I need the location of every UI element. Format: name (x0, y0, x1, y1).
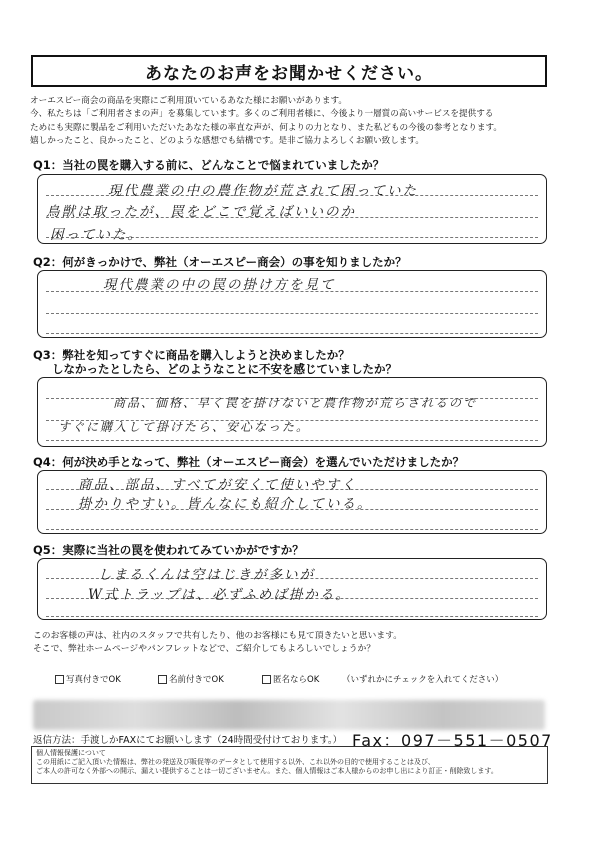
answer-box-2[interactable] (37, 270, 547, 338)
checkbox[interactable] (262, 675, 271, 684)
checkbox[interactable] (158, 675, 167, 684)
answer-1-line-1: 現代農業の中の農作物が荒されて困っていた (108, 183, 418, 199)
answer-2-line-1: 現代農業の中の罠の掛け方を見て (103, 277, 336, 293)
closing-line: そこで、弊社ホームページやパンフレットなどで、ご紹介してもよろしいでしょうか？ (33, 644, 376, 655)
consent-photo-label: 写真付きでOK (66, 675, 121, 685)
answer-3-line-2: すぐに購入して掛けたら、安心なった。 (58, 420, 311, 434)
intro-line: ためにも実際に製品をご利用いただいたあなた様の率直な声が、何よりの力となり、また私どもの今後の参考となります。 (30, 122, 502, 133)
answer-box-3[interactable] (37, 377, 547, 447)
answer-3-line-1: 商品、価格、早く罠を掛けないと農作物が荒らされるので (113, 396, 478, 410)
question-4: Q4：何が決め手となって、弊社（オーエスピー商会）を選んでいただけましたか？ (33, 455, 465, 469)
fax-number: Fax：097－551－0507 (352, 731, 553, 750)
privacy-line: ご本人の許可なく外部への開示、漏えい提供することは一切ございません。また、個人情報はご本人様からのお申し出により訂正・削除致します。 (36, 767, 498, 775)
privacy-heading: 個人情報保護について (36, 749, 106, 757)
redacted-customer-info (33, 700, 545, 730)
question-3: Q3：弊社を知ってすぐに商品を購入しようと決めましたか？ (33, 348, 350, 362)
intro-line: 嬉しかったこと、良かったこと、どのような感想でも結構です。是非ご協力よろしくお願い致します。 (30, 135, 424, 146)
question-3-sub: しなかったとしたら、どのようなことに不安を感じていましたか？ (52, 362, 397, 376)
consent-anonymous-label: 匿名ならOK (273, 675, 320, 685)
closing-text (33, 630, 402, 657)
question-1: Q1：当社の罠を購入する前に、どんなことで悩まれていましたか？ (33, 158, 385, 172)
answer-1-line-2: 鳥獣は取ったが、罠をどこで覚えばいいのか (46, 204, 356, 220)
privacy-notice (31, 746, 548, 784)
answer-5-line-2: W式トラップは、必ずふめば掛かる。 (88, 587, 351, 603)
consent-name-label: 名前付きでOK (169, 675, 224, 685)
answer-box-4[interactable] (37, 470, 547, 534)
consent-photo-option[interactable] (55, 673, 121, 685)
intro-line: 今、私たちは「ご利用者さまの声」を募集しています。多くのご利用者様に、今後より一層質の高いサービスを提供する (30, 109, 494, 120)
answer-4-line-2: 掛かりやすい。皆んなにも紹介している。 (78, 496, 373, 512)
answer-4-line-1: 商品、部品、すべてが安くて使いやすく (78, 477, 357, 493)
intro-text (30, 95, 570, 148)
page-title: あなたのお声をお聞かせください。 (31, 55, 547, 87)
return-method: 返信方法：手渡しかFAXにてお願いします（24時間受付けております。） (33, 735, 343, 746)
question-5: Q5：実際に当社の罠を使われてみていかがですか？ (33, 543, 304, 557)
consent-anonymous-option[interactable] (262, 673, 319, 685)
checkbox[interactable] (55, 675, 64, 684)
closing-line: このお客様の声は、社内のスタッフで共有したり、他のお客様にも見て頂きたいと思います。 (33, 631, 403, 641)
answer-box-5[interactable] (37, 558, 547, 620)
privacy-line: この用紙にご記入頂いた情報は、弊社の発送及び販促等のデータとして使用する以外、これ以外の目的で使用することは及び、 (36, 758, 435, 766)
consent-name-option[interactable] (158, 673, 224, 685)
answer-box-1[interactable] (37, 174, 547, 244)
intro-line: オーエスピー商会の商品を実際にご利用頂いているあなた様にお願いがあります。 (30, 96, 347, 106)
answer-1-line-3: 困っていた。 (50, 227, 143, 243)
question-2: Q2：何がきっかけで、弊社（オーエスピー商会）の事を知りましたか？ (33, 255, 407, 269)
answer-5-line-1: しまるくんは空はじきが多いが (98, 567, 315, 583)
consent-note: （いずれかにチェックを入れてください） (342, 675, 504, 685)
